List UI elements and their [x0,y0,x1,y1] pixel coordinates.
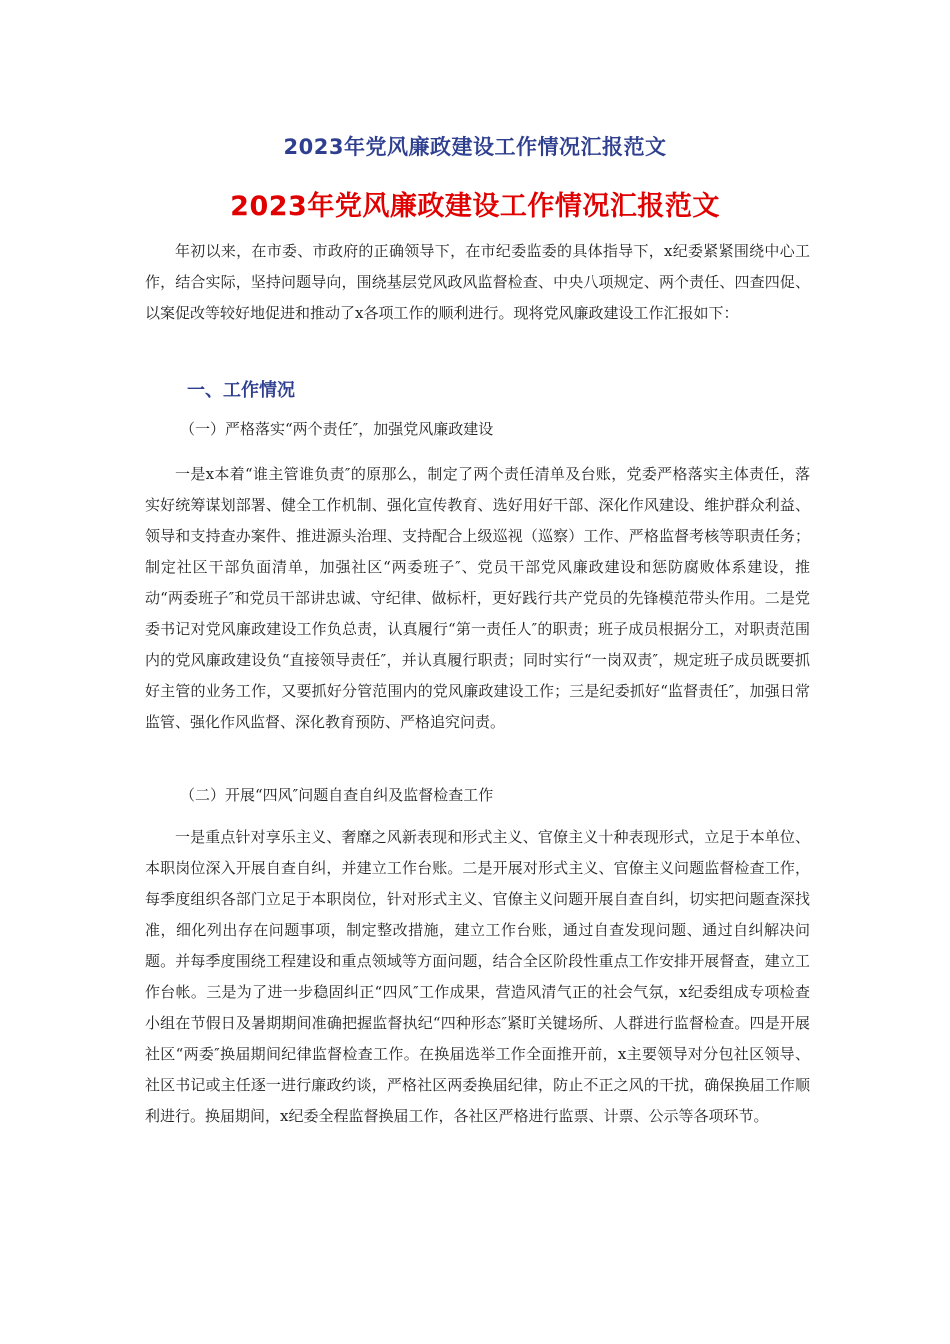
subsection-heading-two-responsibilities: （一）严格落实“两个责任″，加强党风廉政建设 [180,420,494,438]
intro-paragraph: 年初以来，在市委、市政府的正确领导下，在市纪委监委的具体指导下，x纪委紧紧围绕中心工作，结合实际，坚持问题导向，围绕基层党风政风监督检查、中央八项规定、两个责任、四查四促、以案促改等较好地促进和推动了x各项工作的顺利进行。现将党风廉政建设工作汇报如下： [145,242,810,322]
subsection-heading-four-styles: （二）开展“四风″问题自查自纠及监督检查工作 [180,786,494,804]
document-main-title: 2023年党风廉政建设工作情况汇报范文 [230,191,720,222]
section-heading-work-status: 一、工作情况 [187,380,295,401]
subsection-paragraph-two-responsibilities: 一是x本着“谁主管谁负责″的原那么，制定了两个责任清单及台账，党委严格落实主体责任，落实好统筹谋划部署、健全工作机制、强化宣传教育、选好用好干部、深化作风建设、维护群众利益、领导和支持查办案件、推进源头治理、支持配合上级巡视（巡察）工作、严格监督考核等职责任务；制定社区干部负面清单，加强社区“两委班子″、党员干部党风廉政建设和惩防腐败体系建设，推动“两委班子″和党员干部讲忠诚、守纪律、做标杆，更好践行共产党员的先锋模范带头作用。二是党委书记对党风廉政建设工作负总责，认真履行“第一责任人″的职责；班子成员根据分工，对职责范围内的党风廉政建设负“直接领导责任″，并认真履行职责；同时实行“一岗双责″，规定班子成员既要抓好主管的业务工作，又要抓好分管范围内的党风廉政建设工作；三是纪委抓好“监督责任″，加强日常监管、强化作风监督、深化教育预防、严格追究问责。 [145,465,810,731]
subsection-paragraph-four-styles: 一是重点针对享乐主义、奢靡之风新表现和形式主义、官僚主义十种表现形式，立足于本单位、本职岗位深入开展自查自纠，并建立工作台账。二是开展对形式主义、官僚主义问题监督检查工作，每季度组织各部门立足于本职岗位，针对形式主义、官僚主义问题开展自查自纠，切实把问题查深找准，细化列出存在问题事项，制定整改措施，建立工作台账，通过自查发现问题、通过自纠解决问题。并每季度围绕工程建设和重点领域等方面问题，结合全区阶段性重点工作安排开展督查，建立工作台帐。三是为了进一步稳固纠正“四风″工作成果，营造风清气正的社会气氛，x纪委组成专项检查小组在节假日及暑期期间准确把握监督执纪“四种形态″紧盯关键场所、人群进行监督检查。四是开展社区“两委″换届期间纪律监督检查工作。在换届选举工作全面推开前，x主要领导对分包社区领导、社区书记或主任逐一进行廉政约谈，严格社区两委换届纪律，防止不正之风的干扰，确保换届工作顺利进行。换届期间，x纪委全程监督换届工作，各社区严格进行监票、计票、公示等各项环节。 [145,828,810,1125]
document-header-title: 2023年党风廉政建设工作情况汇报范文 [283,135,667,159]
